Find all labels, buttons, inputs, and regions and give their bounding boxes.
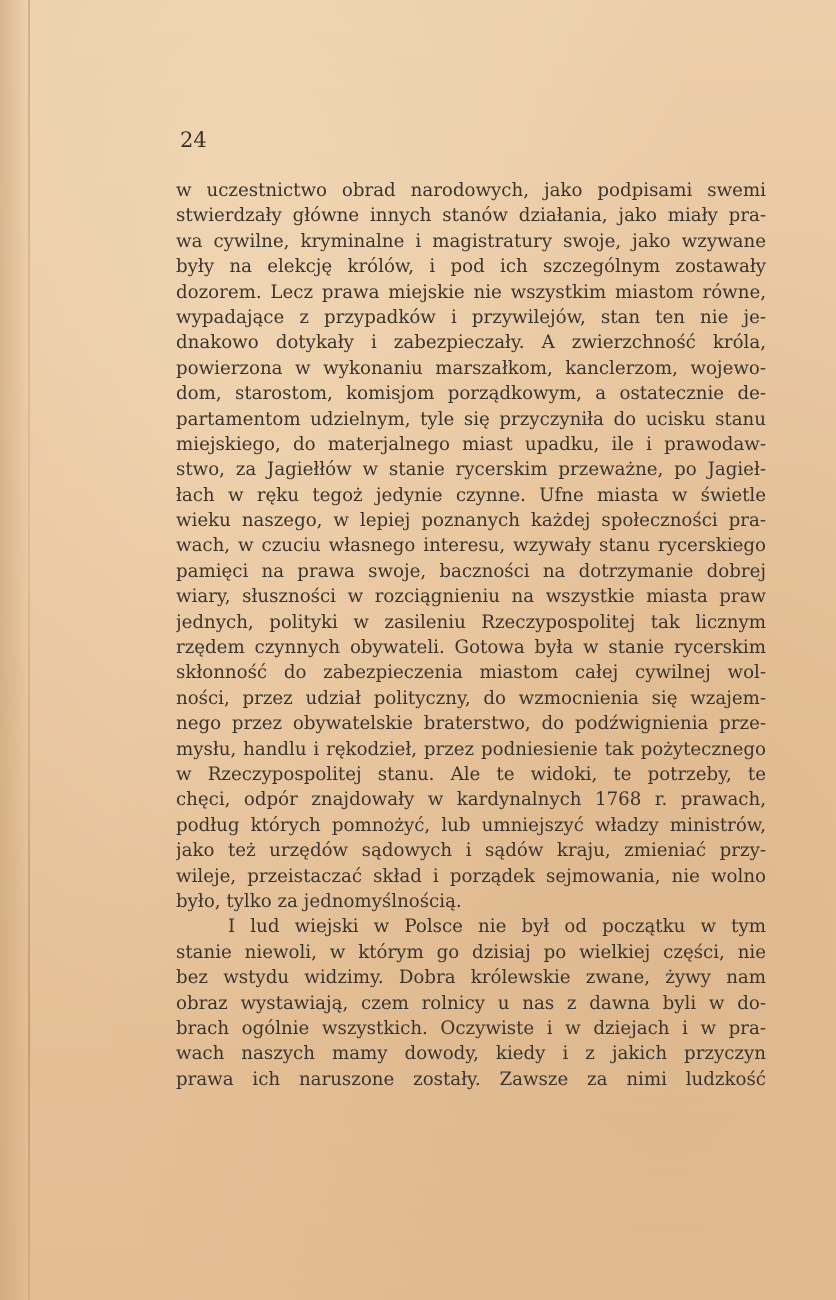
- text-line: stwierdzały główne innych stanów działania, jako miały pra-: [176, 205, 766, 227]
- text-line: dom, starostom, komisjom porządkowym, a ostatecznie de-: [176, 383, 766, 405]
- page-fold-shadow: [0, 0, 30, 1300]
- body-text: [176, 178, 766, 1092]
- text-line: wa cywilne, kryminalne i magistratury swoje, jako wzywane: [176, 230, 766, 252]
- text-line: mysłu, handlu i rękodzieł, przez podniesienie tak pożytecznego: [176, 738, 766, 760]
- text-line: rzędem czynnych obywateli. Gotowa była w stanie rycerskim: [176, 637, 766, 659]
- text-line: obraz wystawiają, czem rolnicy u nas z dawna byli w do-: [176, 992, 766, 1014]
- text-line: partamentom udzielnym, tyle się przyczyniła do ucisku stanu: [176, 408, 766, 430]
- text-line: dozorem. Lecz prawa miejskie nie wszystkim miastom równe,: [176, 281, 766, 303]
- text-line: wieku naszego, w lepiej poznanych każdej społeczności pra-: [176, 510, 766, 532]
- text-line: bez wstydu widzimy. Dobra królewskie zwane, żywy nam: [176, 967, 766, 989]
- text-line: pamięci na prawa swoje, baczności na dotrzymanie dobrej: [176, 560, 766, 582]
- text-line: wach naszych mamy dowody, kiedy i z jakich przyczyn: [176, 1043, 766, 1065]
- text-line: w uczestnictwo obrad narodowych, jako podpisami swemi: [176, 180, 766, 201]
- text-line: brach ogólnie wszystkich. Oczywiste i w dziejach i w pra-: [176, 1017, 766, 1039]
- text-line: ności, przez udział polityczny, do wzmocnienia się wzajem-: [176, 687, 766, 709]
- text-line: wiary, słuszności w rozciągnieniu na wszystkie miasta praw: [176, 586, 766, 608]
- text-line: miejskiego, do materjalnego miast upadku, ile i prawodaw-: [176, 433, 766, 455]
- text-line: łach w ręku tegoż jedynie czynne. Ufne miasta w świetle: [176, 484, 766, 506]
- text-line: stanie niewoli, w którym go dzisiaj po wielkiej części, nie: [176, 941, 766, 963]
- text-line: powierzona w wykonaniu marszałkom, kanclerzom, wojewo-: [176, 357, 766, 379]
- text-line: wypadające z przypadków i przywilejów, stan ten nie je-: [176, 306, 766, 328]
- text-line: chęci, odpór znajdowały w kardynalnych 1768 r. prawach,: [176, 789, 766, 811]
- text-line: wach, w czuciu własnego interesu, wzywały stanu rycerskiego: [176, 535, 766, 557]
- paragraph: [176, 914, 766, 1092]
- text-line: jako też urzędów sądowych i sądów kraju, zmieniać przy-: [176, 840, 766, 862]
- text-line: prawa ich naruszone zostały. Zawsze za nimi ludzkość: [176, 1068, 766, 1090]
- text-line: podług których pomnożyć, lub umniejszyć władzy ministrów,: [176, 814, 766, 836]
- text-line: wileje, przeistaczać skład i porządek sejmowania, nie wolno: [176, 865, 766, 887]
- text-line: dnakowo dotykały i zabezpieczały. A zwierzchność króla,: [176, 332, 766, 354]
- text-line: skłonność do zabezpieczenia miastom całej cywilnej wol-: [176, 662, 766, 684]
- page-number: 24: [180, 128, 207, 152]
- paragraph: [176, 178, 766, 914]
- text-line: stwo, za Jagiełłów w stanie rycerskim przeważne, po Jagieł-: [176, 459, 766, 481]
- text-line: było, tylko za jednomyślnością.: [176, 890, 462, 912]
- page-fold-line: [28, 0, 30, 1300]
- text-line: w Rzeczypospolitej stanu. Ale te widoki, te potrzeby, te: [176, 763, 766, 785]
- text-line: I lud wiejski w Polsce nie był od początku w tym: [228, 916, 766, 938]
- text-line: nego przez obywatelskie braterstwo, do podźwignienia prze-: [176, 713, 766, 735]
- text-line: jednych, polityki w zasileniu Rzeczypospolitej tak licznym: [176, 611, 766, 633]
- text-line: były na elekcję królów, i pod ich szczególnym zostawały: [176, 256, 766, 278]
